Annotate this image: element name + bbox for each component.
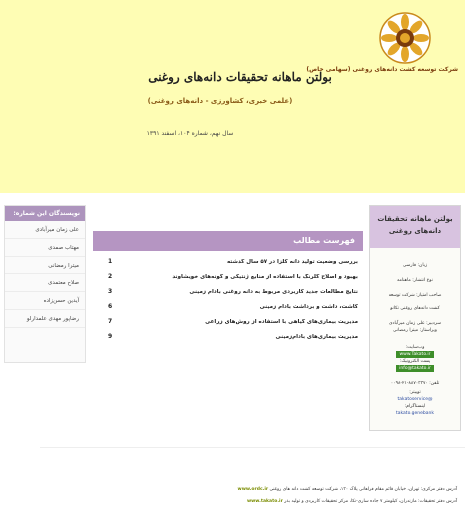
website-label: وب‌سایت: xyxy=(405,345,425,350)
author-item: صلاح معتمدی xyxy=(5,274,85,292)
company-name: شرکت توسعه کشت دانه‌های روغنی (سهامی خاص) xyxy=(306,66,458,73)
toc-item-page: 1 xyxy=(108,258,113,265)
toc-item-title: مدیریت بیماری‌های بادام‌زمینی xyxy=(275,333,358,340)
email-label: پست الکترونیک: xyxy=(399,359,431,364)
author-item: علی زمان میرآبادی xyxy=(5,221,85,239)
website-link[interactable]: www.Takato.ir xyxy=(396,351,433,358)
toc-item[interactable] xyxy=(108,299,358,314)
footer-site-link[interactable]: www.ordc.ir xyxy=(237,487,269,492)
toc-item[interactable] xyxy=(108,269,358,284)
author-item: مهتاب صمدی xyxy=(5,239,85,257)
toc-item-title: بهبود و اصلاح گلرنگ با استفاده از منابع ژنتیکی و گونه‌های خویشاوند xyxy=(172,273,358,280)
toc-item-title: کاشت، داشت و برداشت بادام زمینی xyxy=(259,303,358,310)
publish-type: نوع انتشار: ماهنامه xyxy=(397,278,433,283)
info-panel-title: بولتن ماهانه تحقیقات دانه‌های روغنی xyxy=(370,206,460,248)
twitter-link[interactable]: @takatoservice xyxy=(397,397,433,402)
issue-info: سال نهم، شماره ۱۰۴، اسفند ۱۳۹۱ xyxy=(146,130,234,137)
toc-item[interactable] xyxy=(108,254,358,269)
email-link[interactable]: info@takato.ir xyxy=(396,365,434,372)
author-item: میترا رمضانی xyxy=(5,257,85,275)
bulletin-subtitle: (علمی خبری، کشاورزی - دانه‌های روغنی) xyxy=(147,97,293,105)
toc-heading: فهرست مطالب xyxy=(93,231,363,251)
toc-item-page: 2 xyxy=(108,273,113,280)
toc-item-title: بررسی وضعیت تولید دانه کلزا در ۵۷ سال گذشته xyxy=(226,258,358,265)
footer-site-link[interactable]: www.takato.ir xyxy=(246,499,283,504)
instagram-link[interactable]: takato.genebank xyxy=(396,411,434,416)
author-item: آیدین حسن‌زاده xyxy=(5,292,85,310)
footer-address-central xyxy=(40,487,457,492)
toc-item-title: مدیریت بیماری‌های گیاهی با استفاده از روش‌های زراعی xyxy=(205,318,358,325)
twitter-label: توییتر: xyxy=(409,390,421,395)
bulletin-title: بولتن ماهانه تحقیقات دانه‌های روغنی xyxy=(148,70,332,84)
toc-item-page: 7 xyxy=(108,318,113,325)
author-item: رضاپور مهدی علمدارلو xyxy=(5,310,85,328)
footer-address-text: آدرس دفتر تحقیقات: مازندران، کیلومتر ۷ جاده ساری-نکا، مرکز تحقیقات کاربردی و تولید بذر xyxy=(284,499,457,504)
authors-heading: نویسندگان این شماره: xyxy=(5,206,85,221)
company-logo-icon xyxy=(379,12,431,64)
toc-item-page: 6 xyxy=(108,303,113,310)
executive-editor: ویراستار: میترا رمضانی xyxy=(393,328,437,333)
authors-panel xyxy=(4,205,86,363)
toc-item-page: 3 xyxy=(108,288,113,295)
header-banner xyxy=(0,0,465,193)
owner-line1: صاحب امتیاز: شرکت توسعه xyxy=(388,293,442,298)
language: زبان: فارسی xyxy=(402,263,428,268)
owner-line2: کشت دانه‌های روغنی تکانو xyxy=(390,306,440,311)
footer-address-research xyxy=(40,499,457,504)
instagram-label: اینستاگرام: xyxy=(404,404,426,409)
toc-item-page: 9 xyxy=(108,333,113,340)
info-panel xyxy=(369,205,461,431)
toc-item[interactable] xyxy=(108,284,358,299)
phone: تلفن: ۸۸۷۰۳۳۷۰-۲۱-۰۰۹۸ xyxy=(390,381,440,386)
toc-item-title: نتایج مطالعات جدید کاربردی مربوط به دانه روغنی بادام زمینی xyxy=(189,288,358,295)
footer-divider xyxy=(40,447,465,448)
toc-item[interactable] xyxy=(108,329,358,344)
footer-address-text: آدرس دفتر مرکزی: تهران، خیابان قائم مقام فراهانی پلاک ۱۳۰، شرکت توسعه کشت دانه های روغنی xyxy=(269,487,457,492)
toc-item[interactable] xyxy=(108,314,358,329)
editor: سردبیر: علی زمان میرآبادی xyxy=(389,321,441,326)
table-of-contents xyxy=(108,254,358,344)
